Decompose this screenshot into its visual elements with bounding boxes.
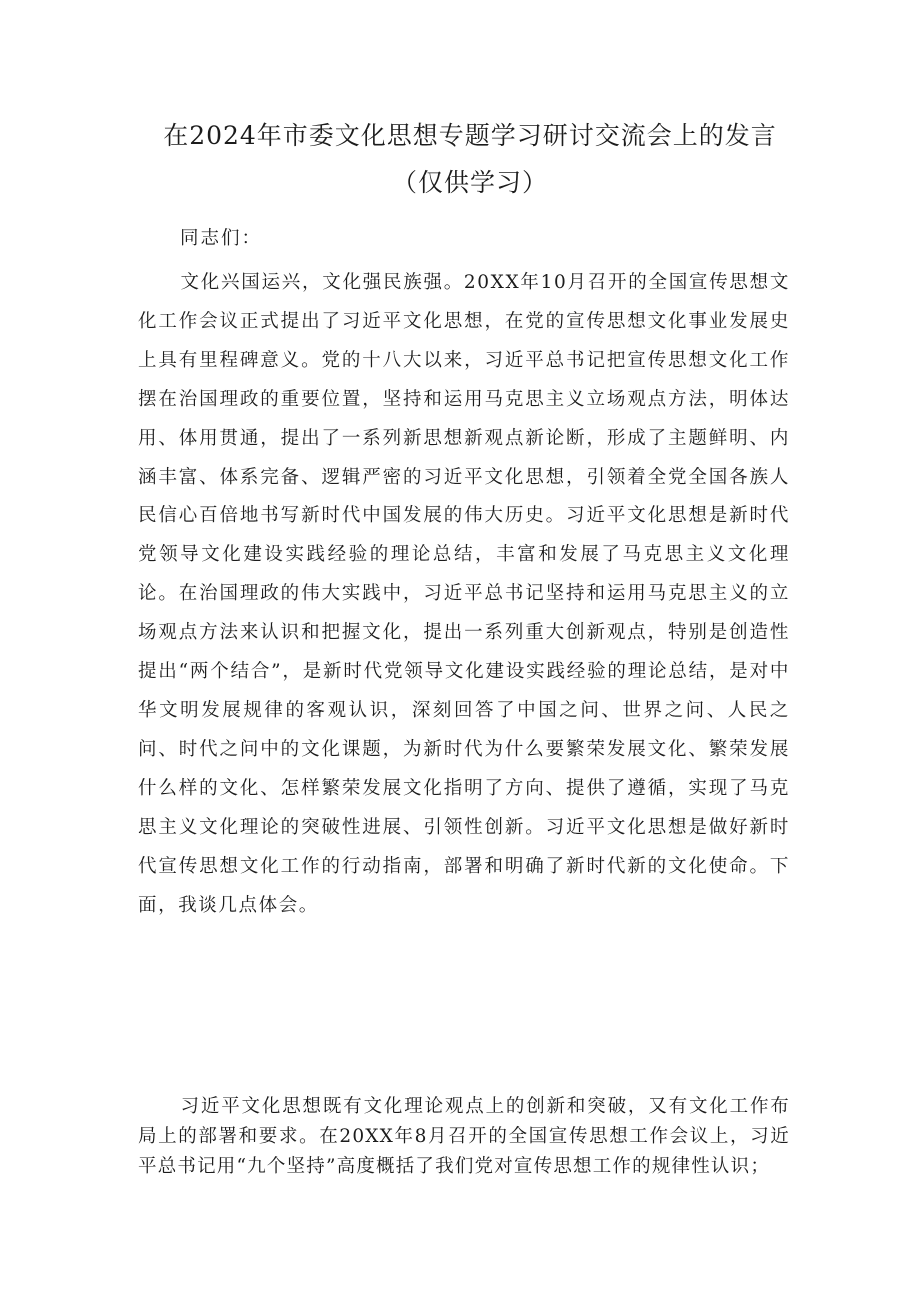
salutation: 同志们： — [180, 228, 263, 249]
body-paragraph-2: 习近平文化思想既有文化理论观点上的创新和突破，又有文化工作布局上的部署和要求。在20XX年8月召开的全国宣传思想工作会议上，习近平总书记用“九个坚持”高度概括了我们党对宣传思想工作的规律性认识； — [138, 1096, 790, 1177]
body-paragraph-1: 文化兴国运兴，文化强民族强。20XX年10月召开的全国宣传思想文化工作会议正式提出了习近平文化思想，在党的宣传思想文化事业发展史上具有里程碑意义。党的十八大以来，习近平总书记把宣传思想文化工作摆在治国理政的重要位置，坚持和运用马克思主义立场观点方法，明体达用、体用贯通，提出了一系列新思想新观点新论断，形成了主题鲜明、内涵丰富、体系完备、逻辑严密的习近平文化思想，引领着全党全国各族人民信心百倍地书写新时代中国发展的伟大历史。习近平文化思想是新时代党领导文化建设实践经验的理论总结，丰富和发展了马克思主义文化理论。在治国理政的伟大实践中，习近平总书记坚持和运用马克思主义的立场观点方法来认识和把握文化，提出一系列重大创新观点，特别是创造性提出“两个结合”，是新时代党领导文化建设实践经验的理论总结，是对中华文明发展规律的客观认识，深刻回答了中国之问、世界之问、人民之问、时代之问中的文化课题，为新时代为什么要繁荣发展文化、繁荣发展什么样的文化、怎样繁荣发展文化指明了方向、提供了遵循，实现了马克思主义文化理论的突破性进展、引领性创新。习近平文化思想是做好新时代宣传思想文化工作的行动指南，部署和明确了新时代新的文化使命。下面，我谈几点体会。 — [138, 272, 790, 916]
document-title: 在2024年市委文化思想专题学习研讨交流会上的发言（仅供学习） — [163, 121, 777, 197]
